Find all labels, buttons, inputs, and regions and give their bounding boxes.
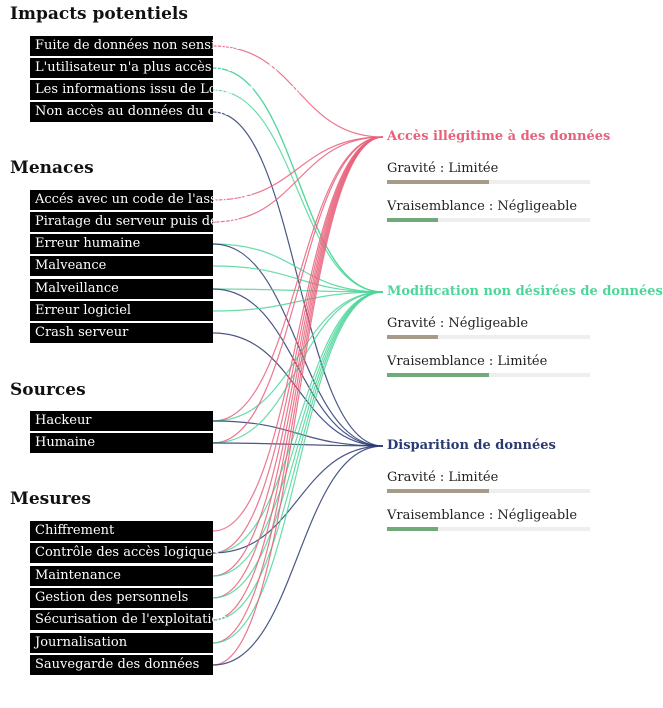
gravite-bar bbox=[387, 335, 590, 339]
impact-item[interactable]: Fuite de données non sensibles bbox=[30, 36, 213, 56]
gravite-metric bbox=[387, 315, 600, 339]
mesure-item[interactable]: Chiffrement bbox=[30, 521, 213, 541]
menace-item[interactable]: Erreur humaine bbox=[30, 234, 213, 254]
section-title-sources: Sources bbox=[10, 380, 86, 400]
vraisemblance-bar bbox=[387, 373, 590, 377]
vraisemblance-metric bbox=[387, 507, 600, 531]
menace-item[interactable]: Erreur logiciel bbox=[30, 301, 213, 321]
vraisemblance-metric bbox=[387, 353, 600, 377]
gravite-bar-fill bbox=[387, 335, 438, 339]
impact-item[interactable]: Les informations issu de Lodging sont modifiées bbox=[30, 80, 213, 100]
vraisemblance-label: Vraisemblance : Négligeable bbox=[387, 199, 578, 214]
source-item[interactable]: Humaine bbox=[30, 433, 213, 453]
gravite-bar bbox=[387, 489, 590, 493]
section-title-menaces: Menaces bbox=[10, 158, 94, 178]
link-curve bbox=[213, 137, 383, 643]
mesure-item[interactable]: Sauvegarde des données bbox=[30, 655, 213, 675]
vraisemblance-bar-fill bbox=[387, 373, 489, 377]
link-curve bbox=[213, 292, 383, 553]
gravite-label: Gravité : Limitée bbox=[387, 470, 499, 485]
menace-item[interactable]: Crash serveur bbox=[30, 323, 213, 343]
menace-item[interactable]: Accés avec un code de l'association bbox=[30, 190, 213, 210]
link-curve bbox=[213, 292, 383, 620]
gravite-bar bbox=[387, 180, 590, 184]
risk-title[interactable]: Modification non désirées de données bbox=[387, 284, 663, 299]
vraisemblance-bar bbox=[387, 218, 590, 222]
menace-item[interactable]: Malveance bbox=[30, 256, 213, 276]
mesure-item[interactable]: Sécurisation de l'exploitation bbox=[30, 610, 213, 630]
link-curve bbox=[213, 90, 383, 292]
vraisemblance-metric bbox=[387, 198, 600, 222]
link-curve bbox=[213, 137, 383, 222]
risk-panel-acces bbox=[387, 128, 611, 222]
vraisemblance-label: Vraisemblance : Limitée bbox=[387, 354, 548, 369]
link-curve bbox=[213, 137, 383, 620]
section-title-impacts: Impacts potentiels bbox=[10, 4, 188, 24]
vraisemblance-bar bbox=[387, 527, 590, 531]
mesure-item[interactable]: Gestion des personnels bbox=[30, 588, 213, 608]
source-item[interactable]: Hackeur bbox=[30, 411, 213, 431]
gravite-metric bbox=[387, 160, 600, 184]
link-curve bbox=[213, 446, 383, 665]
impact-item[interactable]: Non accès au données du client bbox=[30, 102, 213, 122]
risk-panel-modification bbox=[387, 283, 663, 377]
gravite-bar-fill bbox=[387, 180, 489, 184]
gravite-metric bbox=[387, 469, 600, 493]
gravite-label: Gravité : Limitée bbox=[387, 161, 499, 176]
vraisemblance-bar-fill bbox=[387, 218, 438, 222]
mesure-item[interactable]: Journalisation bbox=[30, 633, 213, 653]
impact-item[interactable]: L'utilisateur n'a plus accès à ses données bbox=[30, 58, 213, 78]
gravite-bar-fill bbox=[387, 489, 489, 493]
risk-panel-disparition bbox=[387, 437, 600, 531]
risk-title[interactable]: Disparition de données bbox=[387, 438, 556, 453]
mesure-item[interactable]: Contrôle des accès logiques bbox=[30, 543, 213, 563]
vraisemblance-bar-fill bbox=[387, 527, 438, 531]
menace-item[interactable]: Piratage du serveur puis dérobement bbox=[30, 212, 213, 232]
menace-item[interactable]: Malveillance bbox=[30, 279, 213, 299]
mesure-item[interactable]: Maintenance bbox=[30, 566, 213, 586]
gravite-label: Gravité : Négligeable bbox=[387, 316, 529, 331]
vraisemblance-label: Vraisemblance : Négligeable bbox=[387, 508, 578, 523]
risk-title[interactable]: Accès illégitime à des données bbox=[387, 129, 611, 144]
link-curve bbox=[213, 446, 383, 553]
section-title-mesures: Mesures bbox=[10, 489, 91, 509]
